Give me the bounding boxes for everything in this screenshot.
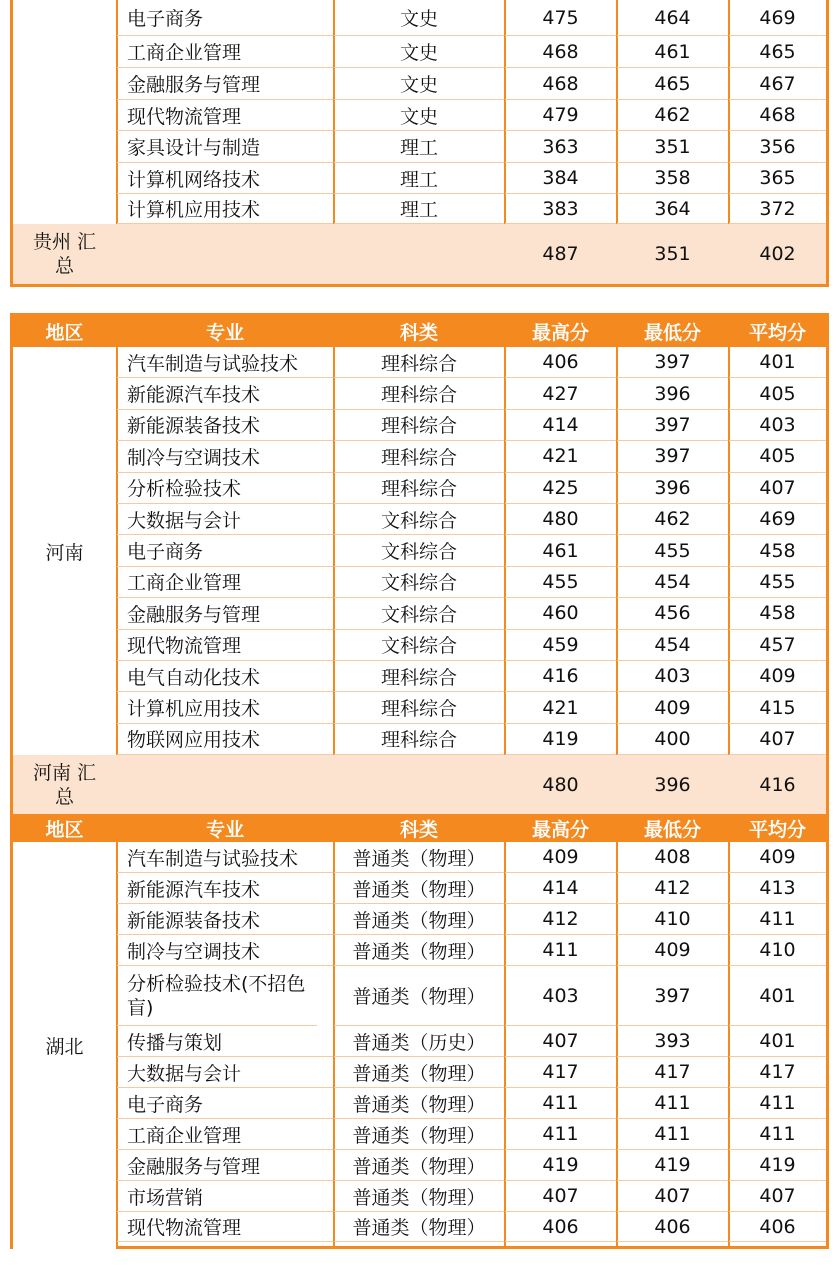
cell-avg: 356 (729, 131, 826, 163)
cell-avg: 458 (729, 598, 826, 629)
cell-max: 403 (505, 966, 616, 1026)
cell-major: 传播与策划 (117, 1026, 333, 1057)
table-row (13, 194, 826, 224)
cell-max: 461 (505, 535, 616, 566)
table-row (13, 567, 826, 598)
summary-label: 贵州 汇 总 (32, 231, 97, 277)
cell-avg: 403 (729, 410, 826, 441)
cell-min: 461 (617, 36, 728, 68)
cell-category: 普通类（历史） (334, 1026, 504, 1057)
cell-min: 396 (617, 378, 728, 409)
cell-min: 456 (617, 598, 728, 629)
cell-category: 普通类（物理） (334, 842, 504, 873)
header-category: 科类 (399, 818, 438, 841)
cell-major: 计算机应用技术 (117, 692, 333, 723)
cell-major: 金融服务与管理 (117, 598, 333, 629)
cell-max: 460 (505, 598, 616, 629)
cell-min: 411 (617, 1088, 728, 1119)
cell-avg: 465 (729, 36, 826, 68)
cell-major: 分析检验技术(不招色盲) (117, 966, 317, 1026)
cell-avg: 372 (729, 194, 826, 224)
cell-min: 411 (617, 1119, 728, 1150)
cell-category: 文科综合 (334, 598, 504, 629)
cell-category: 文史 (334, 68, 504, 100)
cell-major: 计算机应用技术 (117, 194, 333, 224)
cell-avg: 405 (729, 378, 826, 409)
cell-avg: 407 (729, 473, 826, 504)
cell-major: 电子商务 (117, 535, 333, 566)
cell-min: 397 (617, 966, 728, 1026)
cell-category: 文史 (334, 100, 504, 131)
table-row (13, 100, 826, 131)
cell-avg: 411 (729, 1119, 826, 1150)
header-min: 最低分 (643, 818, 701, 841)
table-row (13, 598, 826, 629)
table-row (13, 1026, 826, 1057)
table-row (13, 966, 826, 1026)
table-row (13, 378, 826, 409)
cell-min: 464 (617, 0, 728, 36)
cell-category: 普通类（物理） (334, 873, 504, 904)
cell-avg: 409 (729, 842, 826, 873)
cell-category: 普通类（物理） (334, 1181, 504, 1212)
summary-row (13, 755, 826, 814)
cell-category: 普通类（物理） (334, 1088, 504, 1119)
cell-avg: 415 (729, 692, 826, 723)
cell-major: 制冷与空调技术 (117, 935, 333, 966)
cell-category: 普通类（物理） (334, 1150, 504, 1181)
cell-max: 411 (505, 1088, 616, 1119)
summary-label: 河南 汇 总 (32, 761, 97, 808)
table-row (13, 661, 826, 692)
header-region: 地区 (45, 818, 84, 841)
cell-min: 417 (617, 1057, 728, 1088)
cell-category: 理科综合 (334, 473, 504, 504)
cell-avg: 455 (729, 567, 826, 598)
region-label-hubei: 湖北 (13, 842, 116, 1249)
cell-avg: 411 (729, 904, 826, 935)
table-row (13, 1119, 826, 1150)
cell-major: 电气自动化技术 (117, 661, 333, 692)
table-row (13, 68, 826, 100)
cell-min: 408 (617, 842, 728, 873)
cell-max: 407 (505, 1181, 616, 1212)
cell-min: 462 (617, 100, 728, 131)
cell-max: 384 (505, 163, 616, 194)
cell-category: 理科综合 (334, 378, 504, 409)
cell-category: 文科综合 (334, 567, 504, 598)
table-row (13, 873, 826, 904)
cell-max: 407 (505, 1026, 616, 1057)
cell-min: 397 (617, 441, 728, 472)
cell-max: 421 (505, 692, 616, 723)
table-row (13, 904, 826, 935)
cell-category: 普通类（物理） (334, 935, 504, 966)
cell-category: 理科综合 (334, 410, 504, 441)
cell-min: 403 (617, 661, 728, 692)
cell-major: 工商企业管理 (117, 1119, 333, 1150)
cell-category: 理科综合 (334, 692, 504, 723)
table-row (13, 1057, 826, 1088)
cell-avg: 406 (729, 1212, 826, 1242)
cell-avg: 409 (729, 661, 826, 692)
cell-major: 汽车制造与试验技术 (117, 842, 333, 873)
header-region: 地区 (45, 322, 84, 344)
cell-category: 文史 (334, 0, 504, 36)
cell-min: 462 (617, 504, 728, 535)
table-row (13, 1181, 826, 1212)
summary-avg: 416 (759, 773, 796, 796)
summary-min: 396 (654, 773, 691, 796)
cell-min: 393 (617, 1026, 728, 1057)
cell-avg: 401 (729, 347, 826, 378)
cell-min: 409 (617, 692, 728, 723)
cell-major: 金融服务与管理 (117, 68, 333, 100)
cell-major: 市场营销 (117, 1181, 333, 1212)
cell-min: 407 (617, 1181, 728, 1212)
cell-major: 金融服务与管理 (117, 1150, 333, 1181)
cell-category: 理工 (334, 194, 504, 224)
cell-max: 412 (505, 904, 616, 935)
table-row (13, 163, 826, 194)
cell-min: 409 (617, 935, 728, 966)
cell-major: 新能源装备技术 (117, 904, 333, 935)
cell-avg: 469 (729, 0, 826, 36)
cell-avg: 401 (729, 966, 826, 1026)
cell-max: 419 (505, 1150, 616, 1181)
table-row (13, 692, 826, 723)
table-row (13, 535, 826, 566)
cell-min: 364 (617, 194, 728, 224)
cell-avg: 419 (729, 1150, 826, 1181)
cell-category: 普通类（物理） (334, 1057, 504, 1088)
cell-category: 普通类（物理） (334, 1119, 504, 1150)
cell-category: 理科综合 (334, 661, 504, 692)
cell-category: 普通类（物理） (334, 1212, 504, 1242)
cell-category: 理工 (334, 131, 504, 163)
cell-category: 理科综合 (334, 724, 504, 755)
cell-avg: 468 (729, 100, 826, 131)
cell-min: 396 (617, 473, 728, 504)
cell-avg: 469 (729, 504, 826, 535)
table-row (13, 630, 826, 661)
cell-min: 358 (617, 163, 728, 194)
cell-max: 419 (505, 724, 616, 755)
cell-max: 383 (505, 194, 616, 224)
cell-min: 400 (617, 724, 728, 755)
cell-major: 大数据与会计 (117, 504, 333, 535)
summary-max: 480 (542, 773, 579, 796)
cell-category: 理工 (334, 163, 504, 194)
cell-max: 425 (505, 473, 616, 504)
header-min: 最低分 (643, 322, 701, 344)
table-row (13, 1150, 826, 1181)
table-header-henan (13, 316, 826, 347)
cell-major: 制冷与空调技术 (117, 441, 333, 472)
cell-avg: 410 (729, 935, 826, 966)
cell-category: 文史 (334, 36, 504, 68)
cell-category: 普通类（物理） (334, 904, 504, 935)
cell-avg: 413 (729, 873, 826, 904)
cell-min: 412 (617, 873, 728, 904)
cell-category: 文科综合 (334, 535, 504, 566)
cell-max: 475 (505, 0, 616, 36)
cell-major: 工商企业管理 (117, 36, 333, 68)
table-row (13, 441, 826, 472)
cell-major: 现代物流管理 (117, 630, 333, 661)
cell-max: 427 (505, 378, 616, 409)
table-row (13, 842, 826, 873)
cell-max: 417 (505, 1057, 616, 1088)
summary-max: 487 (542, 243, 579, 265)
cell-min: 397 (617, 347, 728, 378)
cell-category: 文科综合 (334, 504, 504, 535)
cell-max: 416 (505, 661, 616, 692)
henan-hubei-table (10, 313, 829, 1249)
cell-max: 411 (505, 935, 616, 966)
cell-min: 455 (617, 535, 728, 566)
cell-max: 406 (505, 1212, 616, 1242)
table-header-hubei (13, 814, 826, 842)
table-row (13, 473, 826, 504)
header-max: 最高分 (531, 818, 589, 841)
cell-min: 406 (617, 1212, 728, 1242)
cell-avg: 405 (729, 441, 826, 472)
cell-min: 410 (617, 904, 728, 935)
summary-row (13, 224, 826, 284)
cell-max: 459 (505, 630, 616, 661)
cell-min: 454 (617, 630, 728, 661)
cell-max: 480 (505, 504, 616, 535)
header-major: 专业 (205, 322, 244, 344)
cell-avg: 407 (729, 1181, 826, 1212)
table-row (13, 131, 826, 163)
table-row (13, 410, 826, 441)
cell-major: 计算机网络技术 (117, 163, 333, 194)
cell-min: 465 (617, 68, 728, 100)
cell-major: 分析检验技术 (117, 473, 333, 504)
header-category: 科类 (399, 322, 438, 344)
cell-min: 397 (617, 410, 728, 441)
cell-major: 汽车制造与试验技术 (117, 347, 333, 378)
cell-max: 411 (505, 1119, 616, 1150)
table-row (13, 0, 826, 36)
cell-major: 新能源汽车技术 (117, 873, 333, 904)
cell-avg: 407 (729, 724, 826, 755)
table-row (13, 504, 826, 535)
table-row (13, 935, 826, 966)
cell-max: 455 (505, 567, 616, 598)
cell-min: 419 (617, 1150, 728, 1181)
cell-category: 普通类（物理） (334, 966, 504, 1026)
header-avg: 平均分 (748, 818, 806, 841)
cell-major: 电子商务 (117, 0, 333, 36)
table-row (13, 347, 826, 378)
cell-avg: 401 (729, 1026, 826, 1057)
cell-major: 大数据与会计 (117, 1057, 333, 1088)
cell-major: 工商企业管理 (117, 567, 333, 598)
cell-avg: 417 (729, 1057, 826, 1088)
cell-category: 理科综合 (334, 347, 504, 378)
header-max: 最高分 (531, 322, 589, 344)
cell-major: 物联网应用技术 (117, 724, 333, 755)
cell-major: 家具设计与制造 (117, 131, 333, 163)
table-row (13, 1088, 826, 1119)
cell-major: 电子商务 (117, 1088, 333, 1119)
summary-avg: 402 (759, 243, 796, 265)
cell-avg: 411 (729, 1088, 826, 1119)
cell-category: 理科综合 (334, 441, 504, 472)
header-major: 专业 (205, 818, 244, 841)
region-label-henan: 河南 (13, 347, 116, 755)
cell-max: 406 (505, 347, 616, 378)
cell-major: 新能源汽车技术 (117, 378, 333, 409)
summary-min: 351 (654, 243, 691, 265)
cell-major: 现代物流管理 (117, 100, 333, 131)
cell-avg: 457 (729, 630, 826, 661)
cell-category: 文科综合 (334, 630, 504, 661)
cell-max: 468 (505, 68, 616, 100)
cell-min: 351 (617, 131, 728, 163)
guizhou-table (10, 0, 829, 287)
header-avg: 平均分 (748, 322, 806, 344)
cell-max: 409 (505, 842, 616, 873)
cell-avg: 467 (729, 68, 826, 100)
cell-max: 421 (505, 441, 616, 472)
cell-max: 468 (505, 36, 616, 68)
cell-major: 现代物流管理 (117, 1212, 333, 1242)
cell-max: 479 (505, 100, 616, 131)
cell-max: 414 (505, 873, 616, 904)
table-row (13, 724, 826, 755)
cell-avg: 365 (729, 163, 826, 194)
table-row (13, 1212, 826, 1242)
cell-max: 414 (505, 410, 616, 441)
table-row (13, 36, 826, 68)
cell-avg: 458 (729, 535, 826, 566)
cell-min: 454 (617, 567, 728, 598)
cell-max: 363 (505, 131, 616, 163)
cell-major: 新能源装备技术 (117, 410, 333, 441)
